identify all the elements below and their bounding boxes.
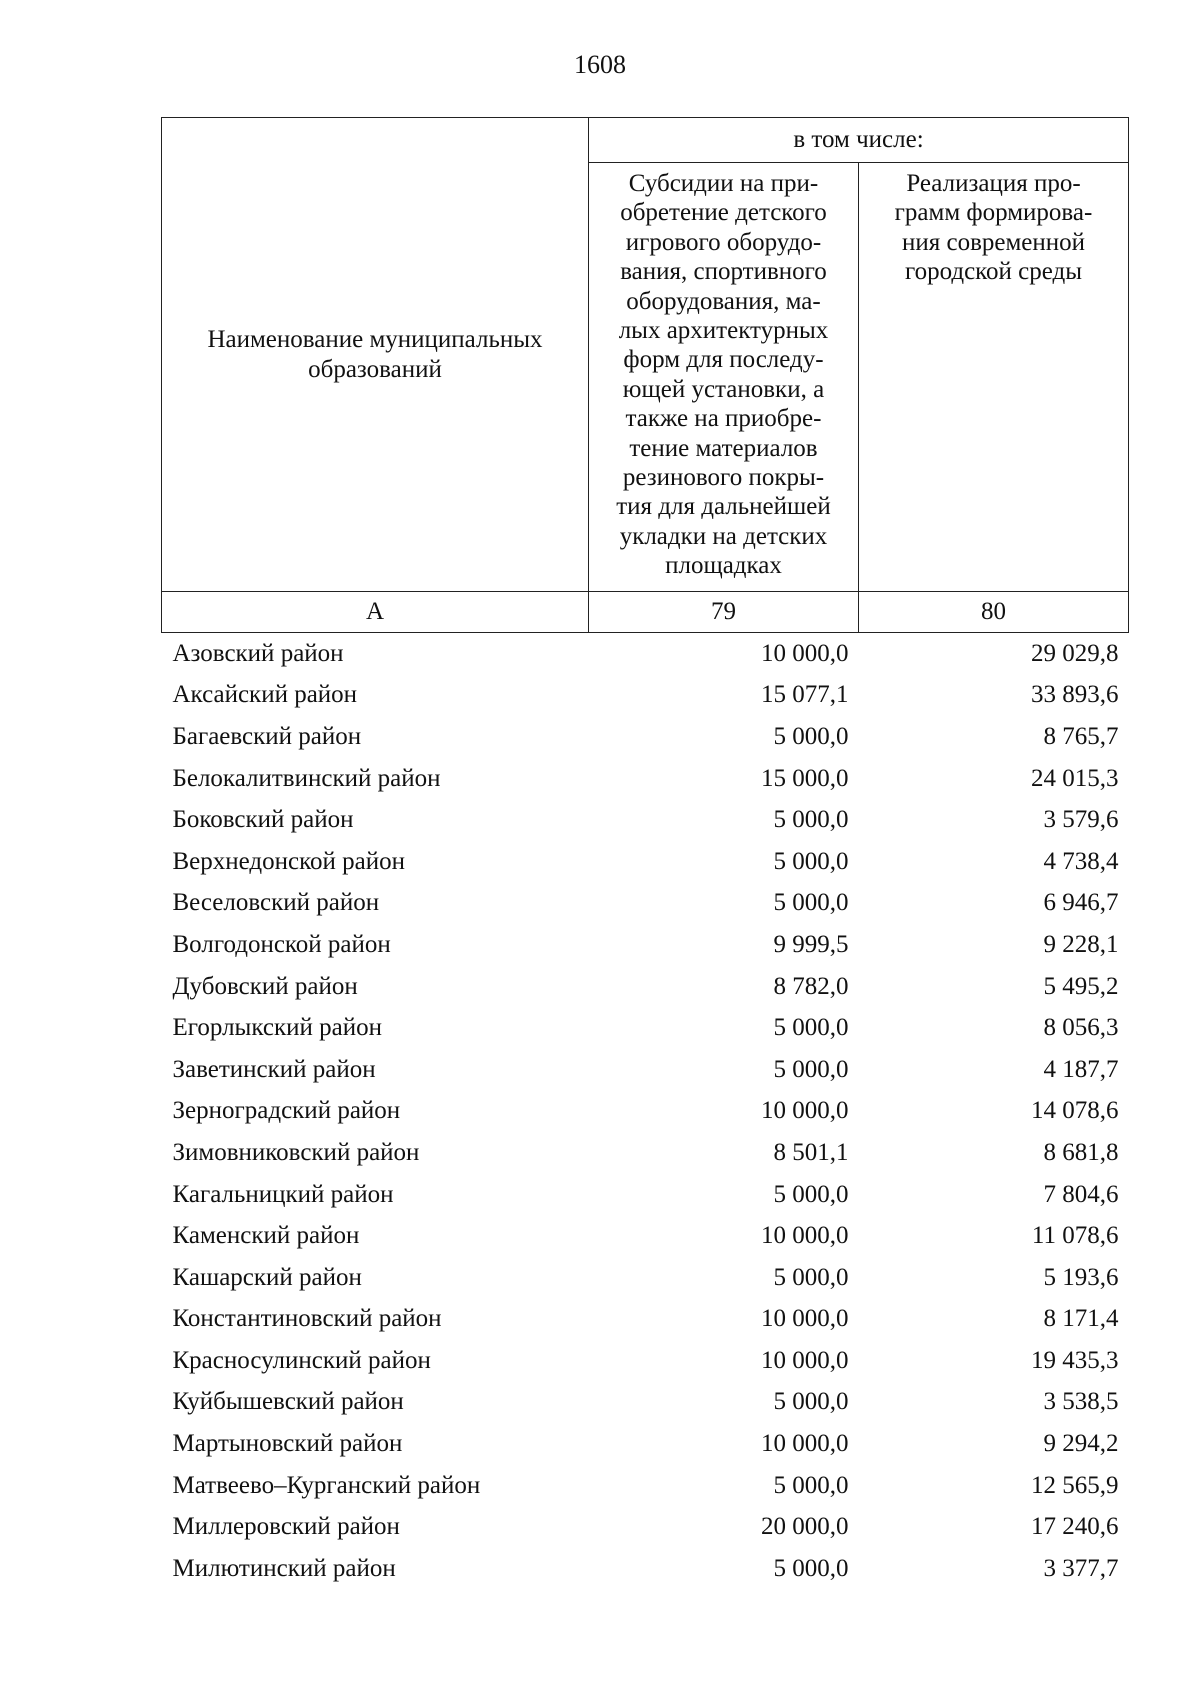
value-col-79: 5 000,0 xyxy=(773,1180,849,1208)
municipality-name: Багаевский район xyxy=(172,722,362,750)
value-col-80: 6 946,7 xyxy=(1043,889,1119,917)
header-column-79-line: обретение детского xyxy=(620,199,827,227)
header-column-80-line: Реализация про- xyxy=(906,170,1081,197)
value-col-79: 5 000,0 xyxy=(773,889,849,917)
municipality-name: Дубовский район xyxy=(172,972,358,1000)
municipality-name: Боковский район xyxy=(172,806,354,834)
table-row xyxy=(162,841,1129,883)
municipality-name: Мартыновский район xyxy=(172,1430,403,1458)
value-col-80: 12 565,9 xyxy=(1031,1471,1119,1499)
table-row xyxy=(162,883,1129,925)
table-row xyxy=(162,1007,1129,1049)
value-col-80: 9 228,1 xyxy=(1043,930,1119,958)
header-column-79-line: также на приобре- xyxy=(625,405,822,433)
header-column-79-line: лых архитектурных xyxy=(618,317,829,345)
header-column-79-line: игрового оборудо- xyxy=(625,228,822,256)
table-header xyxy=(162,118,1129,633)
header-column-79-line: оборудования, ма- xyxy=(626,287,821,315)
value-col-79: 15 077,1 xyxy=(761,681,849,709)
value-col-80: 24 015,3 xyxy=(1031,764,1119,792)
header-column-79-line: форм для последу- xyxy=(623,346,824,374)
value-col-80: 33 893,6 xyxy=(1031,681,1119,709)
header-column-79 xyxy=(589,163,859,592)
column-number-79: 79 xyxy=(589,592,859,633)
value-col-79: 10 000,0 xyxy=(761,1430,849,1458)
municipality-name: Аксайский район xyxy=(172,681,358,709)
value-col-80: 8 171,4 xyxy=(1043,1305,1119,1333)
municipality-name: Волгодонской район xyxy=(172,930,391,958)
value-col-79: 10 000,0 xyxy=(761,639,849,667)
value-col-80: 4 187,7 xyxy=(1043,1055,1119,1083)
table-row xyxy=(162,1132,1129,1174)
value-col-79: 9 999,5 xyxy=(773,930,849,958)
table-row xyxy=(162,716,1129,758)
municipality-name: Матвеево–Курганский район xyxy=(172,1471,481,1499)
table-body xyxy=(162,633,1129,1590)
header-column-79-line: Субсидии на при- xyxy=(628,170,819,197)
municipality-name: Веселовский район xyxy=(172,889,380,917)
header-column-79-line: вания, спортивного xyxy=(620,258,827,286)
value-col-79: 15 000,0 xyxy=(761,764,849,792)
value-col-79: 5 000,0 xyxy=(773,847,849,875)
municipality-name: Милютинский район xyxy=(172,1554,396,1582)
table-row xyxy=(162,1174,1129,1216)
value-col-80: 14 078,6 xyxy=(1031,1097,1119,1125)
header-group-label: в том числе: xyxy=(589,118,1129,163)
table-row xyxy=(162,1091,1129,1133)
value-col-80: 29 029,8 xyxy=(1031,639,1119,667)
value-col-79: 8 501,1 xyxy=(773,1138,849,1166)
table-row xyxy=(162,1299,1129,1341)
value-col-79: 8 782,0 xyxy=(773,972,849,1000)
header-column-79-line: площадках xyxy=(665,552,782,580)
value-col-79: 20 000,0 xyxy=(761,1513,849,1541)
column-number-row xyxy=(162,592,1129,633)
value-col-79: 5 000,0 xyxy=(773,1014,849,1042)
value-col-79: 10 000,0 xyxy=(761,1305,849,1333)
table-row xyxy=(162,675,1129,717)
value-col-79: 5 000,0 xyxy=(773,1263,849,1291)
table-row xyxy=(162,924,1129,966)
table-row xyxy=(162,1423,1129,1465)
municipality-name: Зерноградский район xyxy=(172,1097,401,1125)
table-row xyxy=(162,1465,1129,1507)
table-row xyxy=(162,1257,1129,1299)
table-row xyxy=(162,1382,1129,1424)
value-col-79: 5 000,0 xyxy=(773,1055,849,1083)
value-col-80: 7 804,6 xyxy=(1043,1180,1119,1208)
header-column-79-line: укладки на детских xyxy=(619,522,828,550)
table-row xyxy=(162,799,1129,841)
table-row xyxy=(162,633,1129,675)
header-column-79-line: ющей установки, а xyxy=(622,375,825,403)
column-number-name: А xyxy=(162,592,589,633)
header-column-79-line: тия для дальнейшей xyxy=(616,493,831,521)
table-row xyxy=(162,966,1129,1008)
header-column-79-line: резинового покры- xyxy=(622,464,825,492)
value-col-80: 17 240,6 xyxy=(1031,1513,1119,1541)
page-number: 1608 xyxy=(574,50,626,79)
municipality-name: Миллеровский район xyxy=(172,1513,400,1541)
value-col-80: 8 765,7 xyxy=(1043,722,1119,750)
value-col-80: 5 495,2 xyxy=(1043,972,1119,1000)
municipality-name: Константиновский район xyxy=(172,1305,442,1333)
municipality-name: Кагальницкий район xyxy=(172,1180,394,1208)
value-col-80: 11 078,6 xyxy=(1031,1222,1119,1250)
value-col-79: 10 000,0 xyxy=(761,1346,849,1374)
header-column-80-line: грамм формирова- xyxy=(894,199,1093,227)
value-col-79: 5 000,0 xyxy=(773,1471,849,1499)
municipality-name: Егорлыкский район xyxy=(172,1014,382,1042)
value-col-80: 3 538,5 xyxy=(1043,1388,1119,1416)
value-col-80: 8 681,8 xyxy=(1043,1138,1119,1166)
header-column-79-line: тение материалов xyxy=(629,434,818,462)
budget-table xyxy=(161,117,1129,1590)
header-column-80-line: городской среды xyxy=(904,258,1083,286)
municipality-name: Кашарский район xyxy=(172,1263,362,1291)
municipality-name: Красносулинский район xyxy=(172,1346,431,1374)
value-col-79: 5 000,0 xyxy=(773,806,849,834)
table-row xyxy=(162,1049,1129,1091)
header-name-column: Наименование муниципальных образований xyxy=(162,118,589,592)
table-row xyxy=(162,1215,1129,1257)
municipality-name: Каменский район xyxy=(172,1222,360,1250)
table-row xyxy=(162,758,1129,800)
value-col-80: 19 435,3 xyxy=(1031,1346,1119,1374)
municipality-name: Заветинский район xyxy=(172,1055,376,1083)
municipality-name: Куйбышевский район xyxy=(172,1388,404,1416)
value-col-80: 9 294,2 xyxy=(1043,1430,1119,1458)
value-col-79: 10 000,0 xyxy=(761,1222,849,1250)
table-row xyxy=(162,1548,1129,1590)
municipality-name: Верхнедонской район xyxy=(172,847,405,875)
value-col-80: 4 738,4 xyxy=(1043,847,1119,875)
municipality-name: Азовский район xyxy=(172,639,344,667)
value-col-80: 3 579,6 xyxy=(1043,806,1119,834)
table-row xyxy=(162,1506,1129,1548)
header-column-80 xyxy=(859,163,1129,592)
municipality-name: Зимовниковский район xyxy=(172,1138,420,1166)
municipality-name: Белокалитвинский район xyxy=(172,764,441,792)
value-col-79: 5 000,0 xyxy=(773,722,849,750)
header-column-80-line: ния современной xyxy=(901,228,1086,256)
value-col-80: 3 377,7 xyxy=(1043,1554,1119,1582)
table-row xyxy=(162,1340,1129,1382)
value-col-79: 5 000,0 xyxy=(773,1388,849,1416)
value-col-79: 10 000,0 xyxy=(761,1097,849,1125)
column-number-80: 80 xyxy=(859,592,1129,633)
value-col-80: 8 056,3 xyxy=(1043,1014,1119,1042)
value-col-80: 5 193,6 xyxy=(1043,1263,1119,1291)
value-col-79: 5 000,0 xyxy=(773,1554,849,1582)
